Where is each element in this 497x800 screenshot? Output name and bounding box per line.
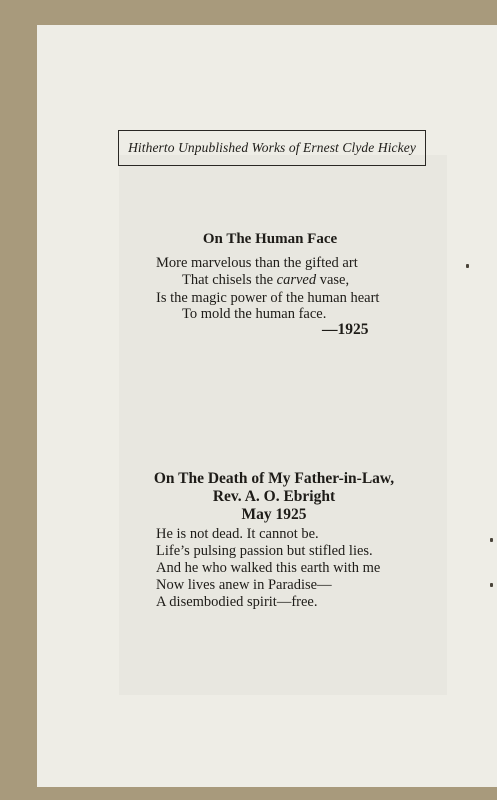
poem1-line-4: To mold the human face.: [182, 306, 327, 322]
paper-speck: [490, 583, 493, 587]
poem2-title-line-1: On The Death of My Father-in-Law,: [153, 470, 395, 487]
poem2-title-line-3: May 1925: [241, 506, 307, 523]
running-header: [118, 130, 426, 166]
poem1-year: —1925: [322, 321, 369, 338]
poem2-line-2: Life’s pulsing passion but stifled lies.: [156, 543, 373, 559]
poem2-line-5: A disembodied spirit—free.: [156, 594, 318, 610]
poem1-line-2: [182, 272, 349, 289]
poem2-line-1: He is not dead. It cannot be.: [156, 526, 319, 542]
poem2-line-4: Now lives anew in Paradise—: [156, 577, 332, 593]
poem1-line-1: More marvelous than the gifted art: [156, 255, 358, 271]
poem2-line-3: And he who walked this earth with me: [156, 560, 381, 576]
poem1-line-2-a: That chisels the: [182, 272, 277, 288]
paper-speck: [466, 264, 469, 268]
poem1-line-2-italic: carved: [276, 272, 317, 288]
paper-speck: [490, 538, 493, 542]
poem1-line-3: Is the magic power of the human heart: [156, 290, 380, 306]
running-header-text: Hitherto Unpublished Works of Ernest Clyde Hickey: [128, 140, 416, 155]
poem1-title: On The Human Face: [202, 231, 338, 247]
poem1-line-2-b: vase,: [316, 272, 350, 288]
poem2-title-line-2: Rev. A. O. Ebright: [212, 488, 336, 505]
